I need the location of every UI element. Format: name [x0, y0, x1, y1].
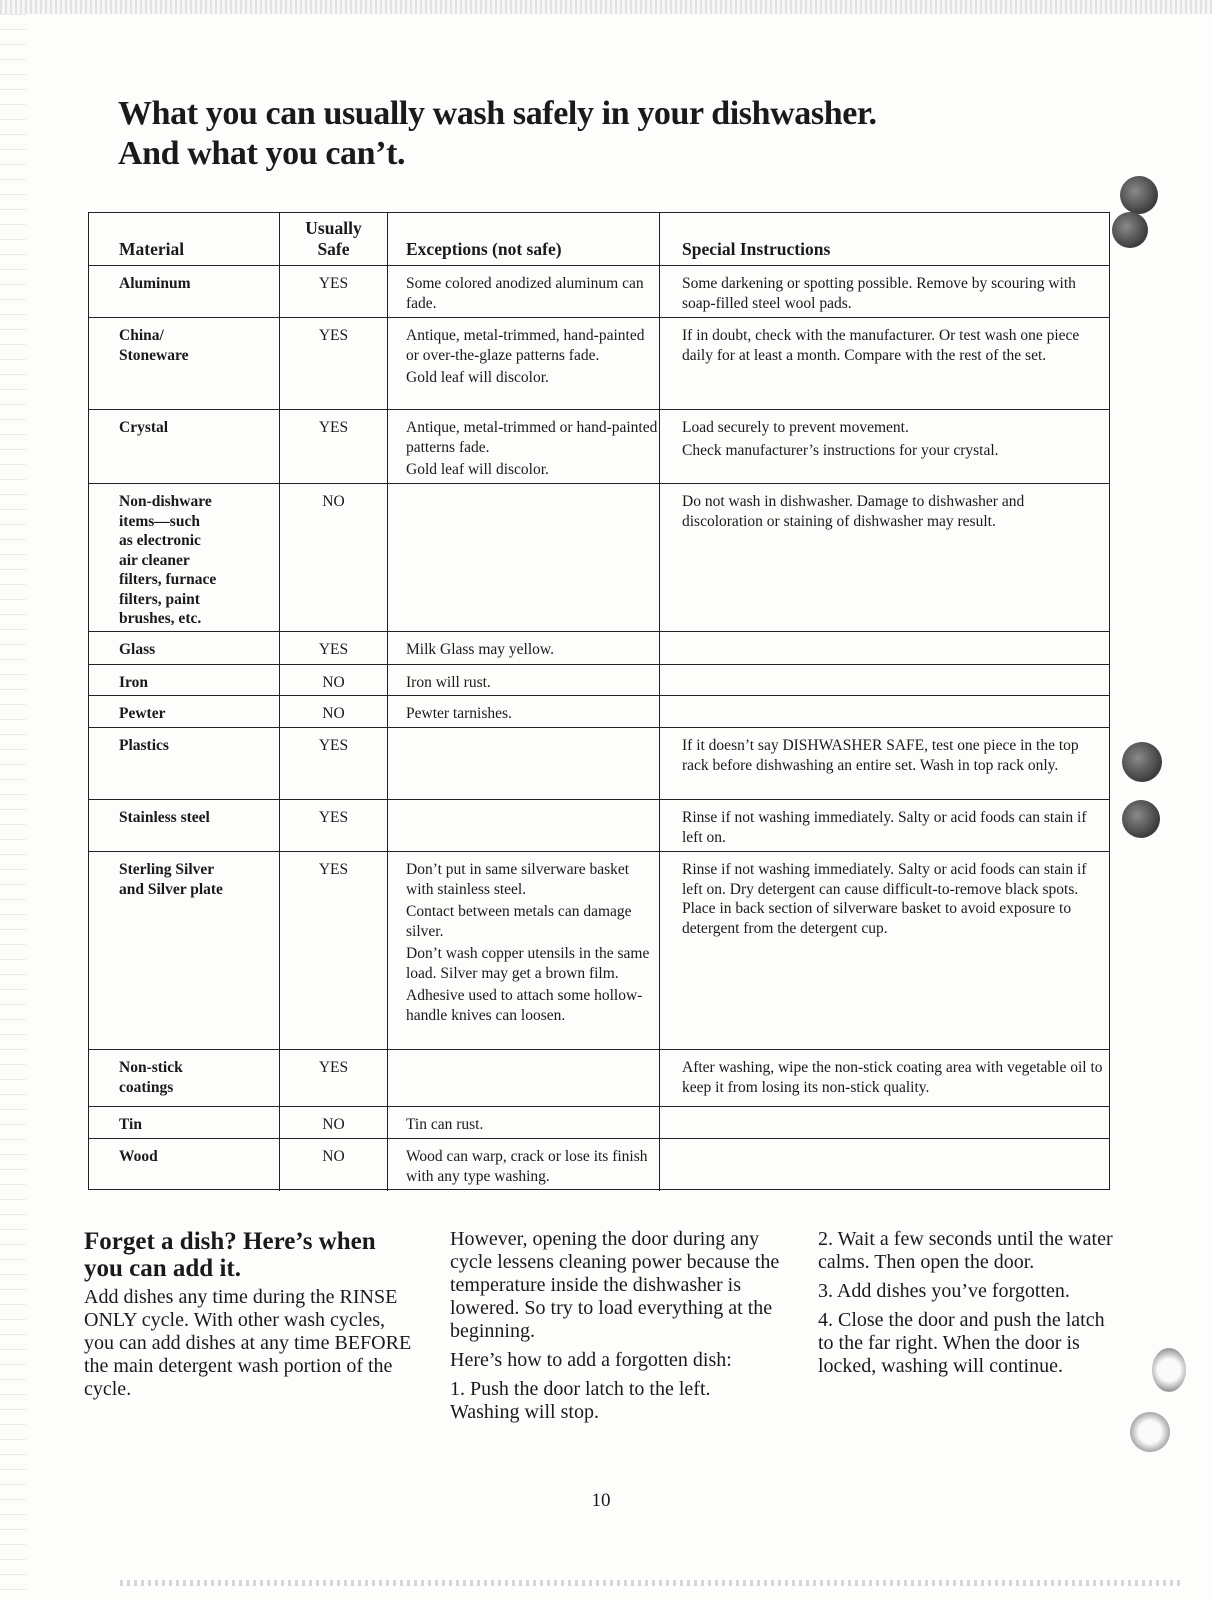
exceptions-cell: [387, 1139, 659, 1191]
exceptions-cell-text: Iron will rust.: [406, 674, 491, 691]
header-safe-line1: Usually: [305, 218, 362, 238]
instructions-cell: [659, 852, 1109, 1049]
exceptions-cell: [387, 728, 659, 799]
material-cell: [89, 318, 279, 409]
exceptions-cell: [387, 410, 659, 483]
forget-paragraph: However, opening the door during any cycle lessens cleaning power because the temperature inside the dishwasher is lowered. So try to load everything at the beginning.: [450, 1228, 780, 1342]
table-row: [89, 1138, 1109, 1191]
instructions-cell-text: Rinse if not washing immediately. Salty or acid foods can stain if left on. Dry detergent can cause difficult-to-remove black spots. Place in back section of silverware basket to avoid exposure to detergent from the detergent cup.: [682, 861, 1087, 937]
material-cell-text: Non-stick: [119, 1059, 183, 1076]
instructions-cell-text: If it doesn’t say DISHWASHER SAFE, test one piece in the top rack before dishwashing an entire set. Wash in top rack only.: [682, 737, 1079, 774]
table-row: [89, 1106, 1109, 1138]
forget-dish-column-2: [450, 1228, 780, 1430]
instructions-cell: [659, 665, 1109, 695]
binder-hole-icon: [1152, 1348, 1186, 1392]
material-cell-text: brushes, etc.: [119, 610, 202, 627]
binder-hole-icon: [1120, 176, 1158, 214]
exceptions-cell-text: Some colored anodized aluminum can fade.: [406, 275, 644, 312]
usually-safe-cell: NO: [279, 1107, 387, 1138]
header-special-instructions: [659, 213, 1109, 265]
usually-safe-cell: YES: [279, 318, 387, 409]
table-row: [89, 851, 1109, 1049]
instructions-cell-text: Do not wash in dishwasher. Damage to dishwasher and discoloration or staining of dishwasher may result.: [682, 493, 1025, 530]
table-row: [89, 409, 1109, 483]
exceptions-cell-text: Don’t wash copper utensils in the same load. Silver may get a brown film.: [406, 945, 650, 982]
exceptions-cell-text: Antique, metal-trimmed or hand-painted patterns fade.: [406, 419, 658, 456]
exceptions-cell-text: Tin can rust.: [406, 1116, 484, 1133]
header-instructions-label: Special Instructions: [682, 239, 831, 259]
material-cell-text: coatings: [119, 1078, 174, 1096]
instructions-cell-text: If in doubt, check with the manufacturer. Or test wash one piece daily for at least a month. Compare with the rest of the set.: [682, 327, 1080, 364]
material-cell: [89, 800, 279, 851]
forget-dish-heading: Forget a dish? Here’s when you can add it.: [84, 1228, 376, 1282]
instructions-cell: [659, 800, 1109, 851]
usually-safe-cell: YES: [279, 632, 387, 664]
binder-hole-icon: [1122, 742, 1162, 782]
table-row: [89, 1049, 1109, 1106]
instructions-cell: [659, 1139, 1109, 1191]
usually-safe-cell: NO: [279, 696, 387, 727]
page-title: [118, 94, 1018, 174]
material-cell: [89, 1107, 279, 1138]
exceptions-cell-text: Wood can warp, crack or lose its finish with any type washing.: [406, 1148, 648, 1185]
usually-safe-cell: YES: [279, 266, 387, 317]
forget-dish-column-3: [818, 1228, 1118, 1384]
header-material-label: Material: [119, 239, 185, 259]
forget-step: 1. Push the door latch to the left. Washing will stop.: [450, 1378, 711, 1423]
forget-paragraph: Add dishes any time during the RINSE ONLY cycle. With other wash cycles, you can add dishes at any time BEFORE the main detergent wash portion of the cycle.: [84, 1286, 412, 1400]
material-cell-text: air cleaner: [119, 551, 190, 569]
material-cell-text: Tin: [119, 1116, 142, 1133]
exceptions-cell-text: Antique, metal-trimmed, hand-painted or over-the-glaze patterns fade.: [406, 327, 645, 364]
title-line-2: And what you can’t.: [118, 135, 406, 172]
material-cell-text: Pewter: [119, 705, 166, 722]
exceptions-cell: [387, 800, 659, 851]
instructions-cell: [659, 696, 1109, 727]
instructions-cell-text: Some darkening or spotting possible. Remove by scouring with soap-filled steel wool pads.: [682, 275, 1076, 312]
header-exceptions: [387, 213, 659, 265]
instructions-cell: [659, 1107, 1109, 1138]
usually-safe-cell: NO: [279, 1139, 387, 1191]
material-cell-text: as electronic: [119, 532, 201, 549]
material-cell: [89, 1050, 279, 1106]
forget-paragraph: Here’s how to add a forgotten dish:: [450, 1349, 732, 1371]
usually-safe-cell: YES: [279, 1050, 387, 1106]
instructions-cell: [659, 484, 1109, 631]
instructions-cell-text: Load securely to prevent movement.: [682, 419, 909, 436]
exceptions-cell: [387, 1050, 659, 1106]
forget-step: 4. Close the door and push the latch to the far right. When the door is locked, washing will continue.: [818, 1309, 1105, 1377]
instructions-cell-text: Check manufacturer’s instructions for your crystal.: [682, 441, 999, 459]
forget-step: 3. Add dishes you’ve forgotten.: [818, 1280, 1070, 1302]
material-cell-text: Crystal: [119, 419, 169, 436]
instructions-cell: [659, 728, 1109, 799]
instructions-cell-text: After washing, wipe the non-stick coating area with vegetable oil to keep it from losing its non-stick quality.: [682, 1059, 1103, 1096]
instructions-cell: [659, 1050, 1109, 1106]
material-cell-text: Stainless steel: [119, 809, 210, 826]
forget-dish-column-1: [84, 1228, 414, 1407]
exceptions-cell: [387, 632, 659, 664]
material-cell: [89, 1139, 279, 1191]
table-row: [89, 483, 1109, 631]
material-cell-text: Sterling Silver: [119, 861, 215, 878]
exceptions-cell: [387, 266, 659, 317]
table-row: [89, 265, 1109, 317]
exceptions-cell-text: Adhesive used to attach some hollow-handle knives can loosen.: [406, 987, 643, 1024]
exceptions-cell: [387, 665, 659, 695]
material-cell-text: Non-dishware: [119, 493, 212, 510]
instructions-cell: [659, 410, 1109, 483]
material-cell: [89, 632, 279, 664]
usually-safe-cell: YES: [279, 728, 387, 799]
exceptions-cell-text: Don’t put in same silverware basket with stainless steel.: [406, 861, 630, 898]
material-cell: [89, 266, 279, 317]
material-cell-text: items—such: [119, 512, 200, 530]
material-cell: [89, 852, 279, 1049]
material-cell-text: and Silver plate: [119, 880, 223, 898]
table-header-row: [89, 213, 1109, 265]
table-row: [89, 631, 1109, 664]
table-row: [89, 317, 1109, 409]
header-usually-safe: [279, 213, 387, 265]
material-cell: [89, 484, 279, 631]
header-safe-line2: Safe: [317, 239, 350, 259]
material-cell: [89, 696, 279, 727]
table-row: [89, 727, 1109, 799]
exceptions-cell-text: Milk Glass may yellow.: [406, 641, 554, 658]
instructions-cell: [659, 632, 1109, 664]
scan-top-edge: [0, 0, 1212, 14]
material-cell-text: filters, furnace: [119, 571, 217, 588]
material-cell-text: Wood: [119, 1148, 158, 1165]
exceptions-cell-text: Gold leaf will discolor.: [406, 461, 549, 478]
exceptions-cell: [387, 852, 659, 1049]
usually-safe-cell: NO: [279, 665, 387, 695]
material-cell-text: Plastics: [119, 737, 169, 754]
material-cell-text: Aluminum: [119, 275, 191, 292]
usually-safe-cell: YES: [279, 410, 387, 483]
material-cell-text: Glass: [119, 641, 156, 658]
dishwasher-materials-table: [88, 212, 1110, 1190]
material-cell-text: Iron: [119, 674, 149, 691]
binder-hole-icon: [1122, 800, 1160, 838]
exceptions-cell-text: Gold leaf will discolor.: [406, 369, 549, 386]
exceptions-cell-text: Contact between metals can damage silver.: [406, 903, 632, 940]
material-cell-text: Stoneware: [119, 346, 189, 364]
exceptions-cell: [387, 318, 659, 409]
exceptions-cell-text: Pewter tarnishes.: [406, 705, 512, 722]
material-cell: [89, 410, 279, 483]
usually-safe-cell: YES: [279, 800, 387, 851]
forget-step: 2. Wait a few seconds until the water calms. Then open the door.: [818, 1228, 1113, 1273]
instructions-cell-text: Rinse if not washing immediately. Salty or acid foods can stain if left on.: [682, 809, 1087, 846]
instructions-cell: [659, 318, 1109, 409]
scan-bottom-edge: [120, 1580, 1180, 1586]
usually-safe-cell: YES: [279, 852, 387, 1049]
exceptions-cell: [387, 1107, 659, 1138]
exceptions-cell: [387, 484, 659, 631]
usually-safe-cell: NO: [279, 484, 387, 631]
title-line-1: What you can usually wash safely in your dishwasher.: [118, 95, 877, 132]
header-exceptions-label: Exceptions (not safe): [406, 239, 562, 259]
binder-hole-icon: [1130, 1412, 1170, 1452]
table-row: [89, 695, 1109, 727]
instructions-cell: [659, 266, 1109, 317]
binder-hole-icon: [1112, 212, 1148, 248]
header-material: [89, 213, 279, 265]
scan-left-edge: [0, 0, 26, 1600]
material-cell-text: China/: [119, 327, 164, 344]
table-row: [89, 799, 1109, 851]
page-number: 10: [591, 1490, 611, 1511]
table-row: [89, 664, 1109, 695]
material-cell: [89, 728, 279, 799]
exceptions-cell: [387, 696, 659, 727]
material-cell: [89, 665, 279, 695]
material-cell-text: filters, paint: [119, 590, 200, 608]
